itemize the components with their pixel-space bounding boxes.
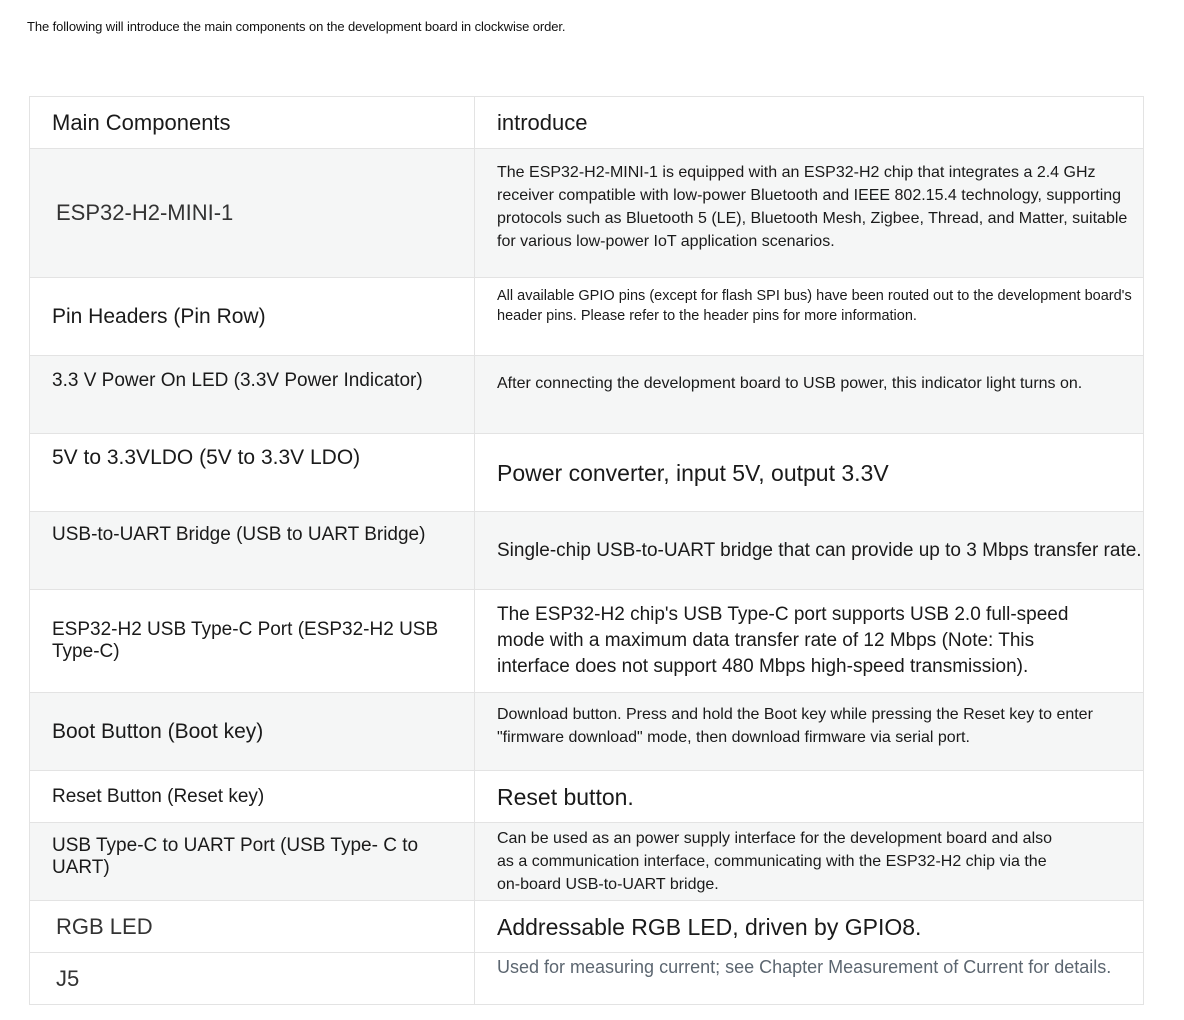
component-description: The ESP32-H2-MINI-1 is equipped with an ESP32-H2 chip that integrates a 2.4 GHz receiver compatible with low-power Bluetooth and IEEE 802.15.4 technology, supporting protocols such as Bluetooth 5 (LE), Bluetooth Mesh, Zigbee, Thread, and Matter, suitable for various low-power IoT application scenarios. xyxy=(475,149,1144,278)
components-table xyxy=(29,96,1144,1005)
table-row xyxy=(30,512,1144,590)
component-name: ESP32-H2-MINI-1 xyxy=(30,149,475,278)
component-name: J5 xyxy=(30,953,475,1005)
component-description: Reset button. xyxy=(475,771,1144,823)
component-name: 5V to 3.3VLDO (5V to 3.3V LDO) xyxy=(30,434,475,512)
table-row xyxy=(30,953,1144,1005)
component-description: Power converter, input 5V, output 3.3V xyxy=(475,434,1144,512)
table-row xyxy=(30,149,1144,278)
component-name: USB Type-C to UART Port (USB Type- C to UART) xyxy=(30,823,475,901)
table-row xyxy=(30,901,1144,953)
component-description: Download button. Press and hold the Boot key while pressing the Reset key to enter "firmware download" mode, then download firmware via serial port. xyxy=(475,693,1144,771)
component-description: Can be used as an power supply interface for the development board and also as a communication interface, communicating with the ESP32-H2 chip via the on-board USB-to-UART bridge. xyxy=(475,823,1144,901)
component-description: After connecting the development board to USB power, this indicator light turns on. xyxy=(475,356,1144,434)
table-row xyxy=(30,771,1144,823)
component-description: All available GPIO pins (except for flash SPI bus) have been routed out to the development board's header pins. Please refer to the header pins for more information. xyxy=(475,278,1144,356)
component-name: Boot Button (Boot key) xyxy=(30,693,475,771)
component-name: RGB LED xyxy=(30,901,475,953)
component-description: The ESP32-H2 chip's USB Type-C port supports USB 2.0 full-speed mode with a maximum data transfer rate of 12 Mbps (Note: This interface does not support 480 Mbps high-speed transmission). xyxy=(475,590,1144,693)
table-row xyxy=(30,434,1144,512)
table-row xyxy=(30,693,1144,771)
component-name: Reset Button (Reset key) xyxy=(30,771,475,823)
component-description: Used for measuring current; see Chapter Measurement of Current for details. xyxy=(475,953,1144,1005)
component-description: Single-chip USB-to-UART bridge that can provide up to 3 Mbps transfer rate. xyxy=(475,512,1144,590)
table-header-row xyxy=(30,97,1144,149)
component-name: Pin Headers (Pin Row) xyxy=(30,278,475,356)
component-name: ESP32-H2 USB Type-C Port (ESP32-H2 USB Type-C) xyxy=(30,590,475,693)
component-name: 3.3 V Power On LED (3.3V Power Indicator) xyxy=(30,356,475,434)
table-row xyxy=(30,590,1144,693)
table-row xyxy=(30,278,1144,356)
column-header-introduce: introduce xyxy=(475,97,1144,149)
component-name: USB-to-UART Bridge (USB to UART Bridge) xyxy=(30,512,475,590)
component-description: Addressable RGB LED, driven by GPIO8. xyxy=(475,901,1144,953)
table-row xyxy=(30,823,1144,901)
column-header-components: Main Components xyxy=(30,97,475,149)
table-row xyxy=(30,356,1144,434)
intro-text: The following will introduce the main components on the development board in clockwise order. xyxy=(27,19,566,34)
